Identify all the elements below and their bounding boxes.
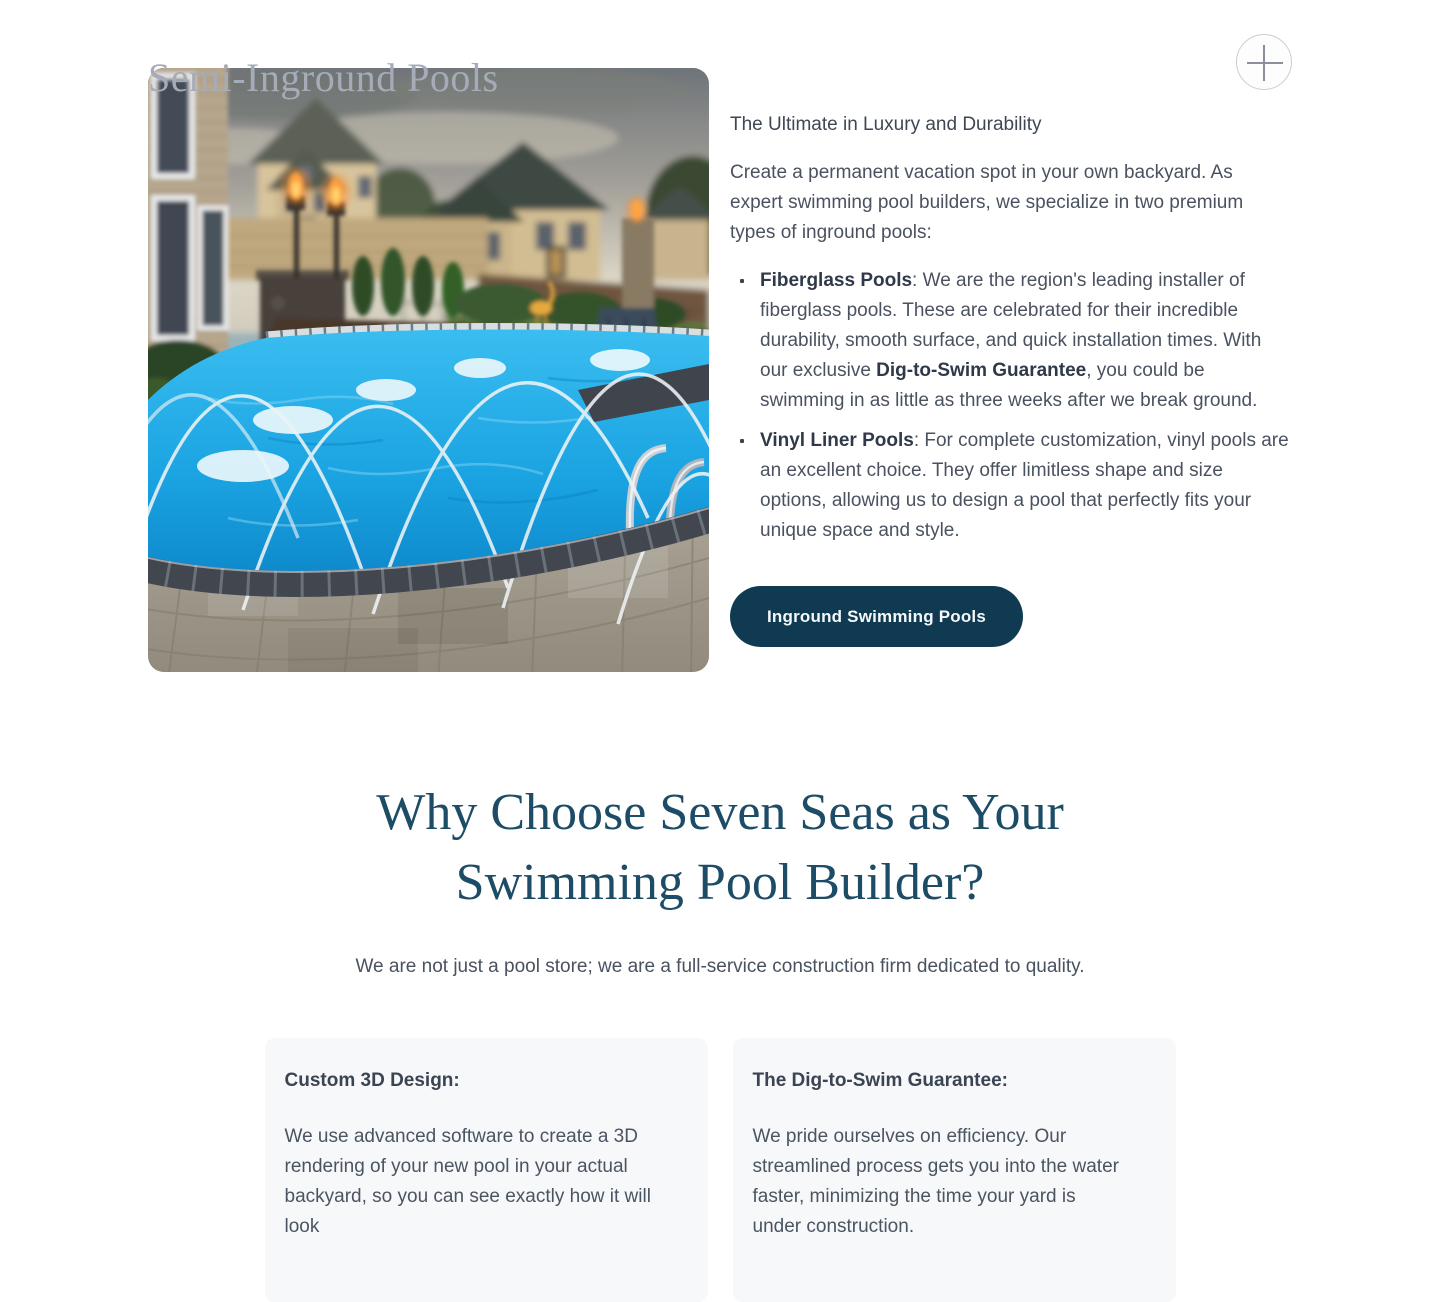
why-choose-section [0,778,1440,1302]
card-body: We use advanced software to create a 3D rendering of your new pool in your actual backyard, so you can see exactly how it will look [284,1126,651,1237]
card-body: We pride ourselves on efficiency. Our streamlined process gets you into the water faster, minimizing the time your yard is under construction. [752,1126,1119,1237]
card-custom-3d-design [265,1038,708,1302]
list-item-vinyl [730,426,1290,546]
card-title: Custom 3D Design: [284,1070,460,1091]
fiberglass-text-2: , you could be swimming in as little as three weeks after we break ground. [760,360,1258,411]
intro-paragraph: Create a permanent vacation spot in your own backyard. As expert swimming pool builders, we specialize in two premium types of inground pools: [730,162,1244,243]
dig-to-swim-lead: Dig-to-Swim Guarantee [876,360,1087,381]
intro-subtitle: The Ultimate in Luxury and Durability [730,114,1042,135]
fiberglass-text: : We are the region's leading installer of fiberglass pools. These are celebrated for their incredible durability, smooth surface, and quick installation times. With our exclusive [760,270,1262,381]
section-title-semi-inground: Semi-Inground Pools [148,55,499,100]
pool-types-list [730,266,1290,546]
vinyl-text: : For complete customization, vinyl pools are an excellent choice. They offer limitless shape and size options, allowing us to design a pool that perfectly fits your unique space and style. [760,430,1289,541]
why-choose-subheading: We are not just a pool store; we are a full-service construction firm dedicated to quality. [355,956,1085,977]
why-choose-heading: Why Choose Seven Seas as Your Swimming Pool Builder? [376,784,1064,911]
feature-cards-row [265,1038,1176,1302]
accordion-toggle-button[interactable] [1236,34,1292,90]
card-dig-to-swim-guarantee [733,1038,1176,1302]
inground-pools-section [148,68,1292,672]
fiberglass-lead: Fiberglass Pools [760,270,913,291]
inground-swimming-pools-button[interactable]: Inground Swimming Pools [730,586,1023,647]
vinyl-lead: Vinyl Liner Pools [760,430,914,451]
card-title: The Dig-to-Swim Guarantee: [752,1070,1008,1091]
inground-pools-copy [730,68,1292,672]
list-item-fiberglass [730,266,1290,416]
pool-photo [148,68,709,672]
